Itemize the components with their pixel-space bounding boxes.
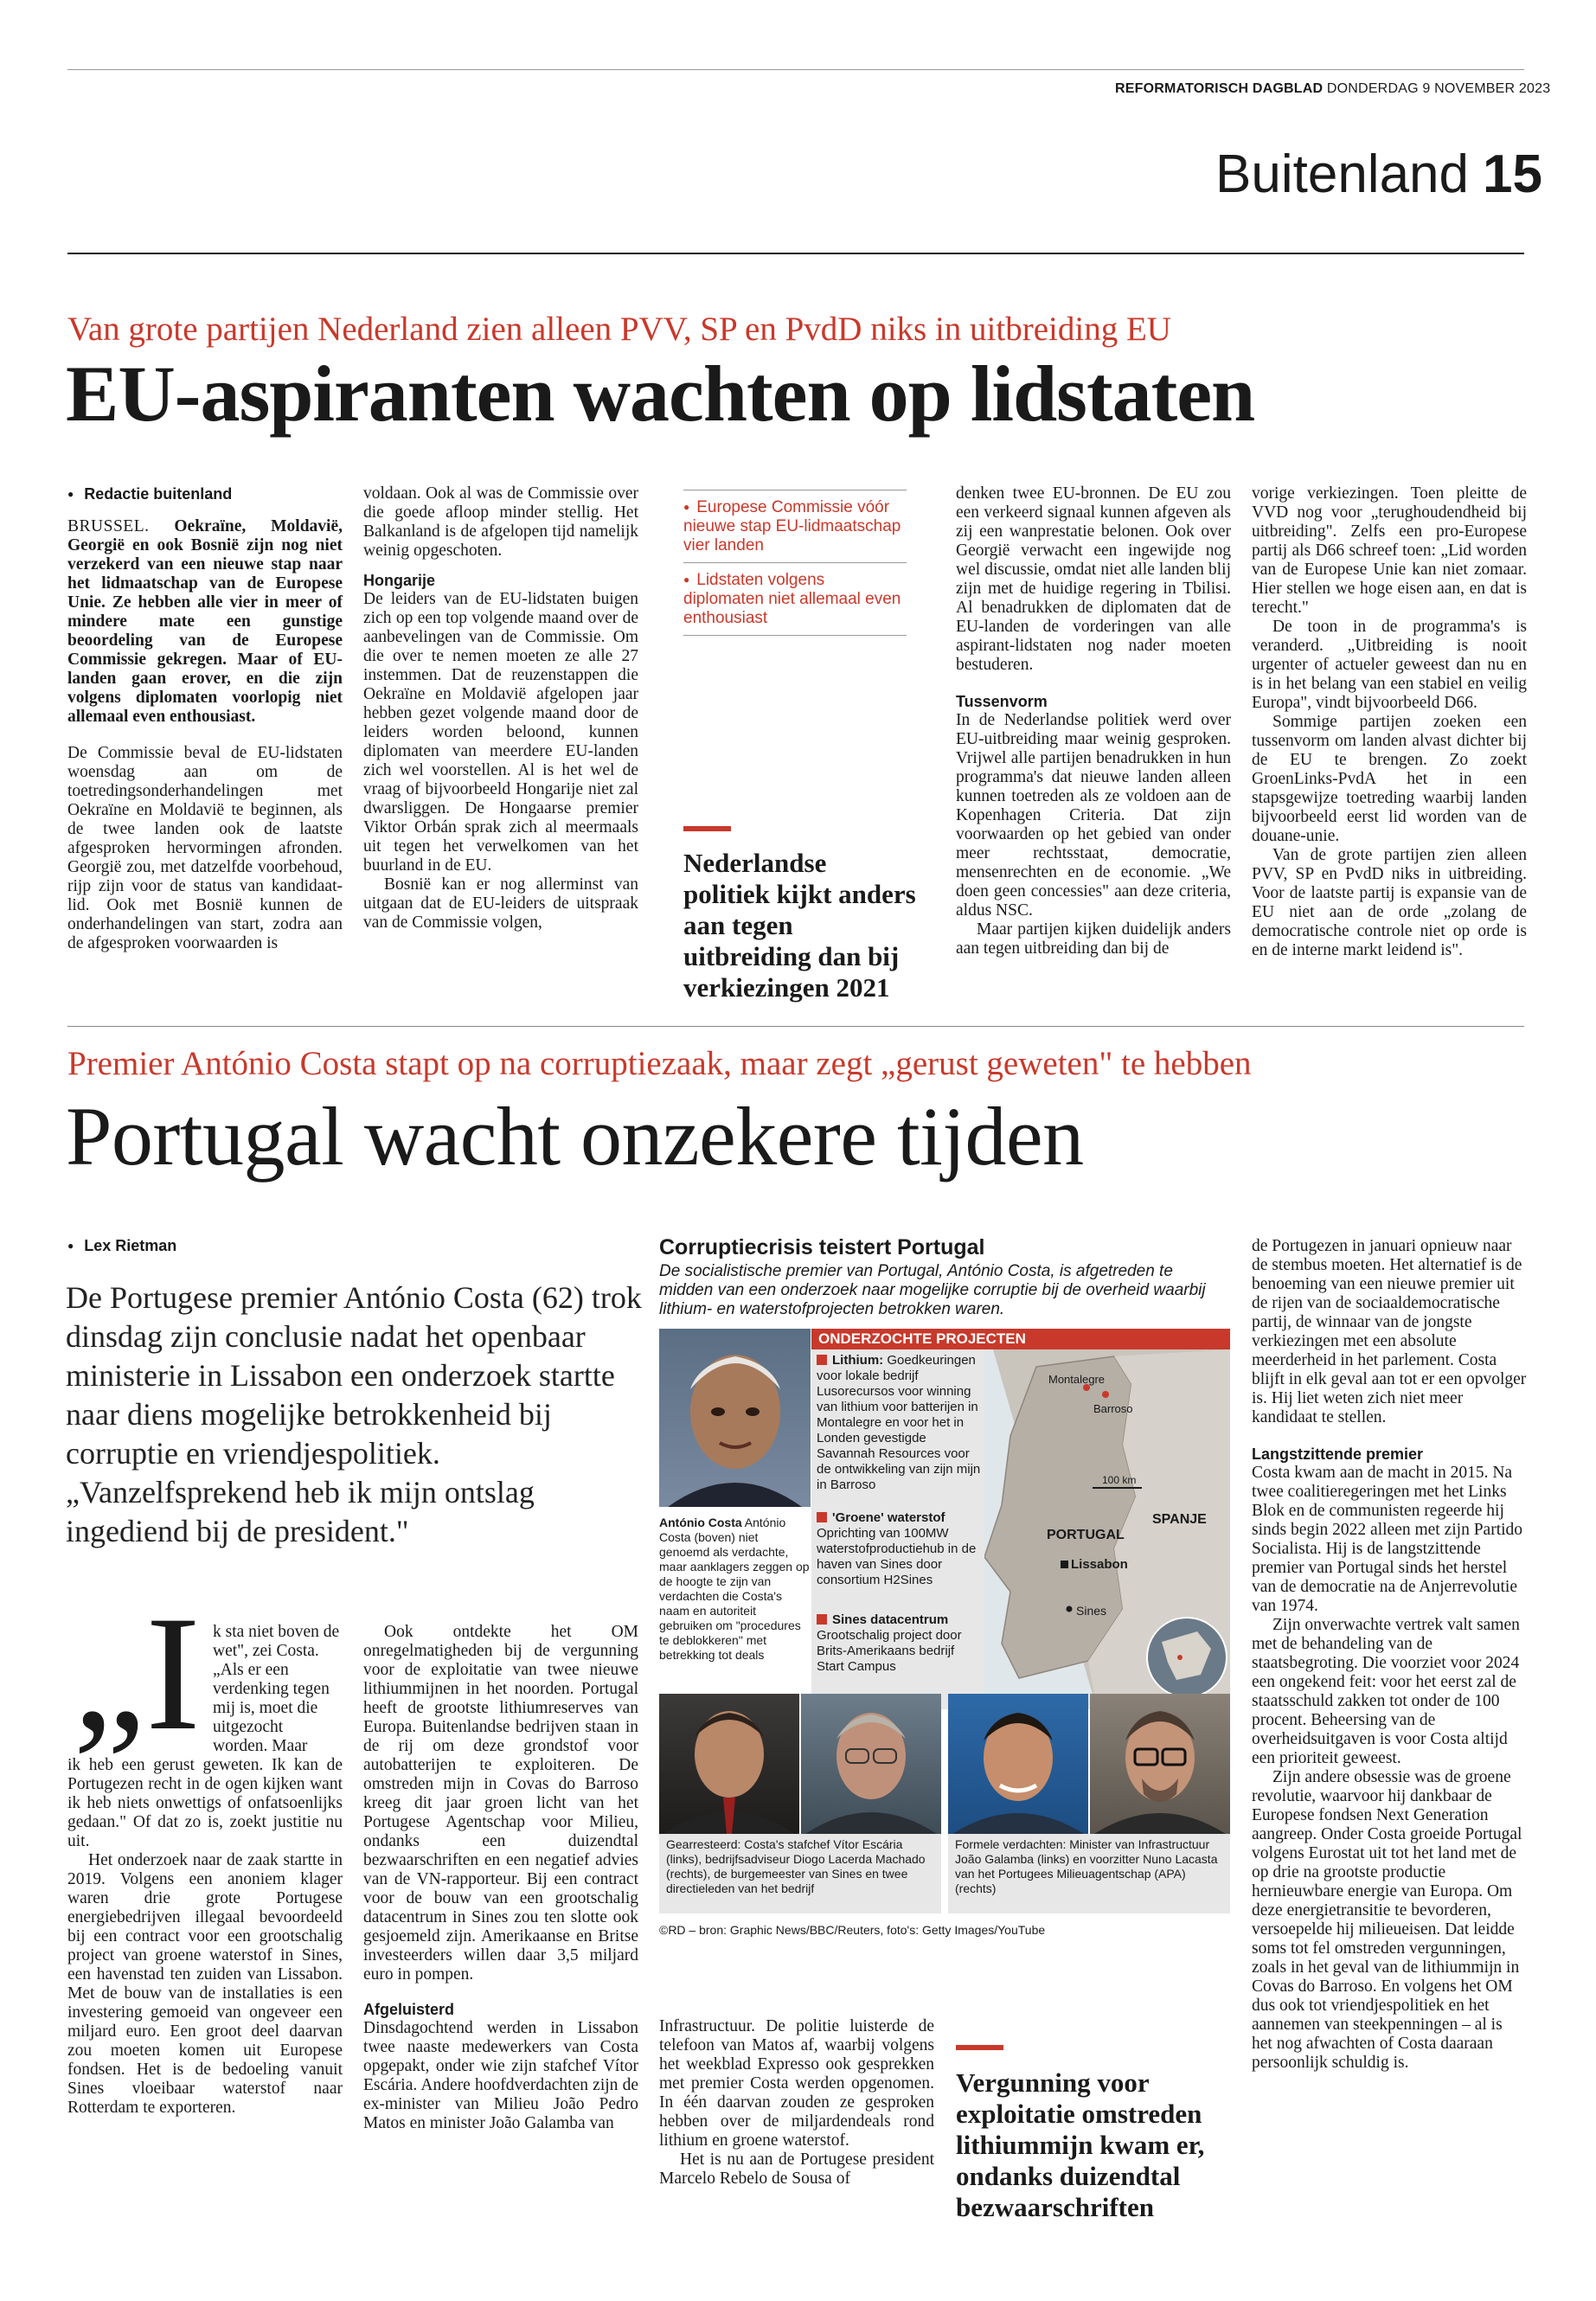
costa-caption-text: António Costa (boven) niet genoemd als verdachte, maar aanklagers zeggen op de hoogte te zijn van verdachten die Costa's naam en autoriteit gebruiken om "procedures te deblokkeren" met betrekking tot deals <box>659 1516 810 1662</box>
portrait-image <box>1090 1694 1230 1834</box>
portrait-image <box>659 1694 799 1834</box>
article2-headline: Portugal wacht onzekere tijden <box>66 1090 1084 1183</box>
article1-col5-p2: De toon in de programma's is veranderd. „Uitbreiding is nooit urgenter of actueler geweest dan nu en is in het belang van een stabiel en veilig Europa", vindt bijvoorbeeld D66. <box>1252 618 1527 712</box>
article2-intro: De Portugese premier António Costa (62) trok dinsdag zijn conclusie nadat het openbaar ministerie in Lissabon een onderzoek startte naar diens mogelijke betrokkenheid bij corruptie en vriendjespolitiek. „Vanzelfsprekend heb ik mijn ontslag ingediend bij de president." <box>66 1280 642 1548</box>
article1-col4-p3: Maar partijen kijken duidelijk anders aan tegen uitbreiding dan bij de <box>956 920 1231 958</box>
article-divider <box>67 1026 1524 1027</box>
article2-col5-p4: Zijn andere obsessie was de groene revolutie, waarvoor hij dankbaar de Europese fondsen Next Generation aangreep. Onder Costa groeide Portugal volgens Eurostat uit tot het land met de op drie na grootste productie hernieuwbare energie van Europa. Om deze energietransitie te bevorderen, versoepelde hij milieueisen. Dat leidde soms tot fel omstreden vergunningen, zoals in het geval van de lithiummijn in Covas do Barroso. En volgens het OM dus ook tot vriendjespolitiek en het aannemen van steekpenningen – al is het nog afwachten of Costa daaraan persoonlijk schuldig is. <box>1252 1768 1522 2072</box>
lissabon-marker <box>1061 1561 1068 1568</box>
article2-byline: ● Lex Rietman <box>67 1237 176 1255</box>
section-name: Buitenland <box>1215 144 1470 204</box>
portrait-image <box>801 1694 941 1834</box>
article1-kicker: Van grote partijen Nederland zien alleen PVV, SP en PvdD niks in uitbreiding EU <box>67 311 1171 348</box>
article1-dateline: BRUSSEL. <box>67 517 150 535</box>
article1-col4 <box>956 484 1231 958</box>
article2-col1 <box>67 1756 343 2118</box>
article1-col1-p1: De Commissie beval de EU-lidstaten woensdag aan om de toetredingsonderhandelingen met Oekraïne en Moldavië te beginnen, als de twee landen ook de laatste afgesproken hervormingen afronden. Georgië zou, met datzelfde voorbehoud, rijp zijn voor de status van kandidaat-lid. Ook met Bosnië kunnen de onderhandelingen van start, zodra aan de afgesproken voorwaarden is <box>67 744 343 952</box>
article1-col5-p1: vorige verkiezingen. Toen pleitte de VVD nog voor „terughoudendheid bij uitbreiding". Zelfs een pro-Europese partij als D66 schreef toen: „Lid worden van de Europese Unie kan niet zomaar. Hier stellen we hoge eisen aan, en dat is terecht." <box>1252 484 1527 617</box>
galamba-photo <box>948 1694 1088 1834</box>
project-lithium <box>817 1353 983 1493</box>
article2-col2 <box>363 1623 638 2133</box>
projects-banner: ONDERZOCHTE PROJECTEN <box>818 1330 1026 1347</box>
map-label-spanje: SPANJE <box>1152 1512 1207 1527</box>
project-datacentrum-text: Grootschalig project door Brits-Amerikaans bedrijf Start Campus <box>817 1628 962 1674</box>
project-waterstof-text: Oprichting van 100MW waterstofproductiehub in de haven van Sines door consortium H2Sines <box>817 1526 977 1587</box>
project-waterstof-title: 'Groene' waterstof <box>832 1510 945 1525</box>
article1-col2-p3: Bosnië kan er nog allerminst van uitgaan dat de EU-leiders de uitspraak van de Commissie volgen, <box>363 875 638 932</box>
portugal-map <box>984 1349 1230 1709</box>
masthead <box>1115 81 1550 97</box>
map-label-sines: Sines <box>1076 1604 1107 1618</box>
barroso-marker <box>1102 1391 1109 1398</box>
article1-subhead-hongarije: Hongarije <box>363 572 436 589</box>
map-label-portugal: PORTUGAL <box>1047 1528 1125 1542</box>
article2-col5-p1: de Portugezen in januari opnieuw naar de stembus moeten. Het alternatief is de benoeming van een nieuwe premier uit de rijen van de sociaaldemocratische partij, de winnaar van de jongste verkiezingen met een absolute meerderheid in het parlement. Costa blijft in elk geval aan tot er een opvolger is. Hij liet weten zich niet meer kandidaat te stellen. <box>1252 1237 1527 1426</box>
corruption-graphic <box>659 1235 1230 1981</box>
project-datacentrum <box>817 1612 983 1675</box>
section-header <box>1215 144 1542 205</box>
page-number: 15 <box>1483 144 1542 204</box>
graphic-credit: ©RD – bron: Graphic News/BBC/Reuters, foto's: Getty Images/YouTube <box>659 1923 1046 1937</box>
article2-col1-p2: Het onderzoek naar de zaak startte in 2019. Volgens een anoniem klager waren drie grote Portugese energiebedrijven illegaal bevoordeeld bij een contract voor een grootschalig project van groene waterstof in Sines, een havenstad ten zuiden van Lissabon. Met de bouw van de installaties is een investering gemoeid van ongeveer een miljard euro. Een groot deel daarvan zou moeten komen uit Europese fondsen. Het is de bedoeling vanuit Sines vloeibaar waterstof naar Rotterdam te exporteren. <box>67 1851 343 2117</box>
quote-mark: „I <box>73 1583 201 1765</box>
costa-photo <box>659 1329 811 1507</box>
article1-lead: Oekraïne, Moldavië, Georgië en ook Bosnië zijn nog niet verzekerd van een nieuwe stap naar het lidmaatschap van de Europese Unie. Ze hebben alle vier in meer of mindere mate een gunstige beoordeling van de Europese Commissie gekregen. Maar of EU-landen gaan erover, en die zijn volgens diplomaten voorlopig niet allemaal even enthousiast. <box>67 517 343 726</box>
article1-col5 <box>1252 484 1527 960</box>
article1-subhead-tussenvorm: Tussenvorm <box>956 693 1048 710</box>
article2-col5-p3: Zijn onverwachte vertrek valt samen met de behandeling van de staatsbegroting. Die voorziet voor 2024 een ongekend feit: voor het eerst zal de staatsschuld zakken tot onder de 100 procent. Beheersing van de overheidsuitgaven is voor Costa altijd een prioriteit geweest. <box>1252 1616 1520 1767</box>
arrested-caption: Gearresteerd: Costa's stafchef Vítor Escária (links), bedrijfsadviseur Diogo Lacerda Machado (rechts), de burgemeester van Sines en twee directieleden van het bedrijf <box>666 1837 926 1895</box>
project-waterstof <box>817 1510 983 1588</box>
article2-kicker: Premier António Costa stapt op na corruptiezaak, maar zegt „gerust geweten" te hebben <box>67 1045 1252 1082</box>
article2-col5 <box>1252 1237 1527 2073</box>
escaria-photo <box>659 1694 799 1834</box>
project-lithium-title: Lithium: <box>832 1353 884 1368</box>
costa-portrait-image <box>659 1329 811 1507</box>
map-label-montalegre: Montalegre <box>1048 1373 1106 1386</box>
pullquote-bar <box>956 2045 1003 2050</box>
article1-pullquote: Nederlandse politiek kijkt anders aan tegen uitbreiding dan bij verkiezingen 2021 <box>683 848 916 1003</box>
costa-caption: António Costa António Costa (boven) niet genoemd als verdachte, maar aanklagers zeggen op de hoogte te zijn van verdachten die Costa's naam en autoriteit gebruiken om "procedures te deblokkeren" met betrekking tot deals <box>659 1516 810 1662</box>
article2-pullquote: Vergunning voor exploitatie omstreden lithiummijn kwam er, ondanks duizendtal bezwaarschriften <box>956 2067 1205 2222</box>
article1-col4-p2: In de Nederlandse politiek werd over EU-uitbreiding maar weinig gesproken. Vrijwel alle partijen benadrukken in hun programma's dat nieuwe landen alleen kunnen toetreden als ze voldoen aan de Kopenhagen Criteria. Dat zijn voorwaarden op het gebied van onder meer rechtsstaat, democratie, mensenrechten en de economie. „We doen geen concessies" aan deze criteria, aldus NSC. <box>956 711 1231 920</box>
article1-col4-p1: denken twee EU-bronnen. De EU zou een verkeerd signaal kunnen afgeven als zij een wanprestatie belonen. Ook over Georgië verwacht een ingewijde nog wel discussie, omdat niet alle landen blij zijn met de huidige regering in Tbilisi. Al benadrukken de diplomaten dat de EU-landen de vorderingen van alle aspirant-lidstaten nog nader moeten bestuderen. <box>956 484 1231 674</box>
article2-subhead-afgeluisterd: Afgeluisterd <box>363 2001 455 2018</box>
article1-col1 <box>67 484 343 953</box>
suspects-caption: Formele verdachten: Minister van Infrastructuur João Galamba (links) en voorzitter Nuno Lacasta van het Portugees Milieuagentschap (APA) (rechts) <box>955 1837 1218 1895</box>
callout-item: ● Lidstaten volgens diplomaten niet allemaal even enthousiast <box>683 562 907 636</box>
article2-col3-p1: Infrastructuur. De politie luisterde de telefoon van Matos af, waarbij volgens het weekblad Expresso ook gesprekken met premier Costa werden opgenomen. In één daarvan zouden ze gesproken hebben over de miljardendeals rond lithium en groene waterstof. <box>659 2017 934 2150</box>
article2-col2-p1: Ook ontdekte het OM onregelmatigheden bij de vergunning voor de exploitatie van twee nieuwe lithiummijnen in het noorden. Portugal heeft de grootste lithiumreserves van Europa. Buitenlandse bedrijven staan in de rij om deze grondstof voor autobatterijen te exploiteren. De omstreden mijn in Covas do Barroso kreeg dit jaar groen licht van het Portugese Agentschap voor Milieu, ondanks een duizendtal bezwaarschriften en een negatief advies van de VN-rapporteur. Bij een contract voor de bouw van een grootschalig datacentrum in Sines zou ten slotte ook gesjoemeld zijn. Amerikaanse en Britse investeerders willen daar 3,5 miljard euro in pompen. <box>363 1623 638 1984</box>
article1-callouts <box>683 490 907 636</box>
map-label-scale: 100 km <box>1102 1474 1137 1486</box>
article1-col2 <box>363 484 638 933</box>
issue-date: DONDERDAG 9 NOVEMBER 2023 <box>1326 81 1551 96</box>
red-square-icon <box>817 1512 827 1522</box>
article2-col5-p2: Costa kwam aan de macht in 2015. Na twee coalitieregeringen met het Links Blok en de communisten regeerde hij sinds begin 2022 alleen met zijn Partido Socialista. Hij is de langstzittende premier van Portugal sinds het herstel van de democratie na de Anjerrevolutie van 1974. <box>1252 1464 1523 1615</box>
article1-headline: EU-aspiranten wachten op lidstaten <box>66 349 1255 438</box>
pullquote-bar <box>683 826 731 831</box>
article2-col1-drop: k sta niet boven de wet", zei Costa. „Als er een verdenking tegen mij is, moet die uitgezocht worden. Maar <box>213 1623 340 1755</box>
article1-col5-p4: Van de grote partijen zien alleen PVV, SP en PvdD niks in uitbreiding. Voor de laatste partij is expansie van de EU niet aan de orde „zolang de democratische controle niet op orde is en de interne markt leidend is". <box>1252 846 1527 959</box>
article1-col2-p1: voldaan. Ook al was de Commissie over die goede afloop minder stellig. Het Balkanland is de afgelopen tijd namelijk weinig opgeschoten. <box>363 484 638 560</box>
article2-col1-p1: ik heb een gerust geweten. Ik kan de Portugezen recht in de ogen kijken want ik heb niets onwettigs of onfatsoenlijks gedaan." Of dat zo is, zoekt justitie nu uit. <box>67 1756 343 1850</box>
project-datacentrum-title: Sines datacentrum <box>832 1612 949 1627</box>
article2-col3-p2: Het is nu aan de Portugese president Marcelo Rebelo de Sousa of <box>659 2150 934 2188</box>
map-label-barroso: Barroso <box>1093 1402 1133 1415</box>
section-rule <box>67 253 1524 254</box>
portrait-image <box>948 1694 1088 1834</box>
red-square-icon <box>817 1614 827 1625</box>
article1-col2-p2: De leiders van de EU-lidstaten buigen zich op een top volgende maand over de aanbevelingen van de Commissie. Om die over te nemen moeten ze alle 27 instemmen. Dat de reuzenstappen die Oekraïne en Moldavië afgelopen jaar hebben gezet volgende maand door de leiders worden beloond, kunnen diplomaten van meerdere EU-landen zich wel voorstellen. Al is het wel de vraag of bijvoorbeeld Hongarije niet zal dwarsliggen. De Hongaarse premier Viktor Orbán sprak zich al meermaals uit tegen het verwelkomen van het buurland in de EU. <box>363 590 638 875</box>
red-square-icon <box>817 1355 827 1365</box>
article2-col3 <box>659 2017 934 2189</box>
graphic-title: Corruptiecrisis teistert Portugal <box>659 1235 985 1259</box>
graphic-subtitle: De socialistische premier van Portugal, António Costa, is afgetreden te midden van een onderzoek naar mogelijke corruptie bij de overheid waarbij lithium- en waterstofprojecten betrokken waren. <box>659 1262 1206 1318</box>
article1-col5-p3: Sommige partijen zoeken een tussenvorm om landen alvast dichter bij de EU te brengen. Zo zoekt GroenLinks-PvdA het in een stapsgewijze toetreding waarbij landen bijvoorbeeld eerst lid worden van de douane-unie. <box>1252 713 1527 845</box>
callout-item: ● Europese Commissie vóór nieuwe stap EU-lidmaatschap vier landen <box>683 490 907 562</box>
project-lithium-text: Goedkeuringen voor lokale bedrijf Lusorecursos voor winning van lithium voor batterijen in Montalegre en voor het in Londen gevestigde Savannah Resources voor de ontwikkeling van zijn mijn in Barroso <box>817 1353 981 1492</box>
sines-marker <box>1067 1606 1073 1612</box>
map-label-lissabon: Lissabon <box>1071 1557 1128 1572</box>
lacasta-photo <box>1090 1694 1230 1834</box>
article2-subhead-langstzittende: Langstzittende premier <box>1252 1445 1424 1463</box>
lacerda-machado-photo <box>801 1694 941 1834</box>
article2-col2-p2: Dinsdagochtend werden in Lissabon twee naaste medewerkers van Costa opgepakt, onder wie zijn stafchef Vítor Escária. Andere hoofdverdachten zijn de ex-minister van Milieu João Pedro Matos en minister João Galamba van <box>363 2019 638 2132</box>
top-rule <box>67 69 1524 70</box>
article1-byline: ● Redactie buitenland <box>67 484 343 503</box>
paper-name: REFORMATORISCH DAGBLAD <box>1115 81 1324 96</box>
